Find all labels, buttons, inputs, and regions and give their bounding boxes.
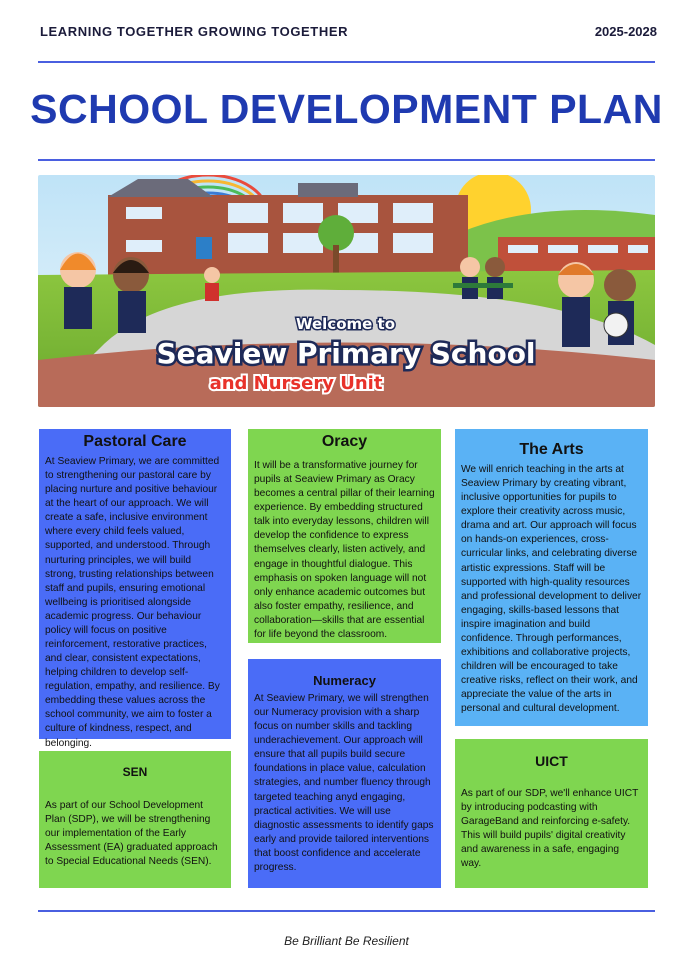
hero-unit-text: and Nursery Unit <box>209 373 383 394</box>
sen-panel <box>39 751 231 888</box>
hero-school-name: Seaview Primary School <box>156 337 536 370</box>
numeracy-body: At Seaview Primary, we will strengthen our Numeracy provision with a sharp focus on number skills and tackling underachievement. Our approach will ensure that all pupils build secure foundations in place value, calculation strategies, and number fluency through targeted teaching anyd engaging, practical activities. We will use diagnostic assessments to identify gaps early and provide tailored interventions that boost confidence and accelerate progress. <box>254 693 434 873</box>
school-illustration <box>38 175 655 407</box>
uict-panel <box>455 739 648 888</box>
top-divider <box>38 61 655 63</box>
hero-welcome-text: Welcome to <box>296 315 396 333</box>
arts-panel <box>455 429 648 726</box>
oracy-panel <box>248 429 441 643</box>
pastoral-care-body: At Seaview Primary, we are committed to strengthening our pastoral care by placing nurture and positive behaviour at the heart of our approach. We will create a safe, inclusive environment where every child feels valued, supported, and understood. Through nurturing principles, we will build strong, trusting relationships between staff and pupils, ensuring emotional wellbeing is prioritised alongside academic progress. Our behaviour policy will focus on positive reinforcement, restorative practices, and clear, consistent expectations, helping children to develop self-regulation, empathy, and resilience. By embedding these values across the school community, we aim to foster a culture of kindness, respect, and belonging. <box>45 456 220 749</box>
oracy-title: Oracy <box>321 433 368 450</box>
header-years: 2025-2028 <box>594 24 657 39</box>
footer-motto: Be Brilliant Be Resilient <box>284 934 409 948</box>
pastoral-care-title: Pastoral Care <box>83 433 187 450</box>
page-title: SCHOOL DEVELOPMENT PLAN <box>30 86 663 132</box>
sen-body: As part of our School Development Plan (SDP), we will be strengthening our implementation of the Early Assessment (EA) graduated approach to Special Educational Needs (SEN). <box>45 800 218 868</box>
arts-body: We will enrich teaching in the arts at Seaview Primary by creating vibrant, inclusive opportunities for pupils to explore their creativity across music, drama and art. Our approach will focus on hands-on experiences, cross-curricular links, and celebrating diverse artistic expressions. Staff will be supported with high-quality resources and professional development to deliver engaging, skills-based lessons that inspire imagination and build confidence. Through performances, exhibitions and collaborative projects, children will be encouraged to take creative risks, reflect on their work, and appreciate the value of the arts in personal and cultural development. <box>461 464 642 715</box>
oracy-body: It will be a transformative journey for pupils at Seaview Primary as Oracy becomes a central pillar of their learning experience. By embedding structured talk into everyday lessons, children will develop the confidence to express themselves clearly, listen actively, and engage in thoughtful dialogue. This emphasis on spoken language will not only enhance academic outcomes but also foster empathy, resilience, and collaboration—skills that are essential for life beyond the classroom. <box>254 460 435 640</box>
numeracy-title: Numeracy <box>313 673 376 688</box>
footer-divider <box>38 910 655 912</box>
arts-title: The Arts <box>519 441 584 458</box>
school-scene-image <box>38 175 655 407</box>
sen-title: SEN <box>122 765 148 779</box>
title-divider <box>38 159 655 161</box>
pastoral-care-panel <box>39 429 231 749</box>
numeracy-panel <box>248 659 441 888</box>
uict-title: UICT <box>535 753 568 769</box>
uict-body: As part of our SDP, we'll enhance UICT by introducing podcasting with GarageBand and reinforcing e-safety. This will build pupils' digital creativity and awareness in a safe, engaging way. <box>461 788 639 870</box>
header-tagline: LEARNING TOGETHER GROWING TOGETHER <box>40 24 349 39</box>
